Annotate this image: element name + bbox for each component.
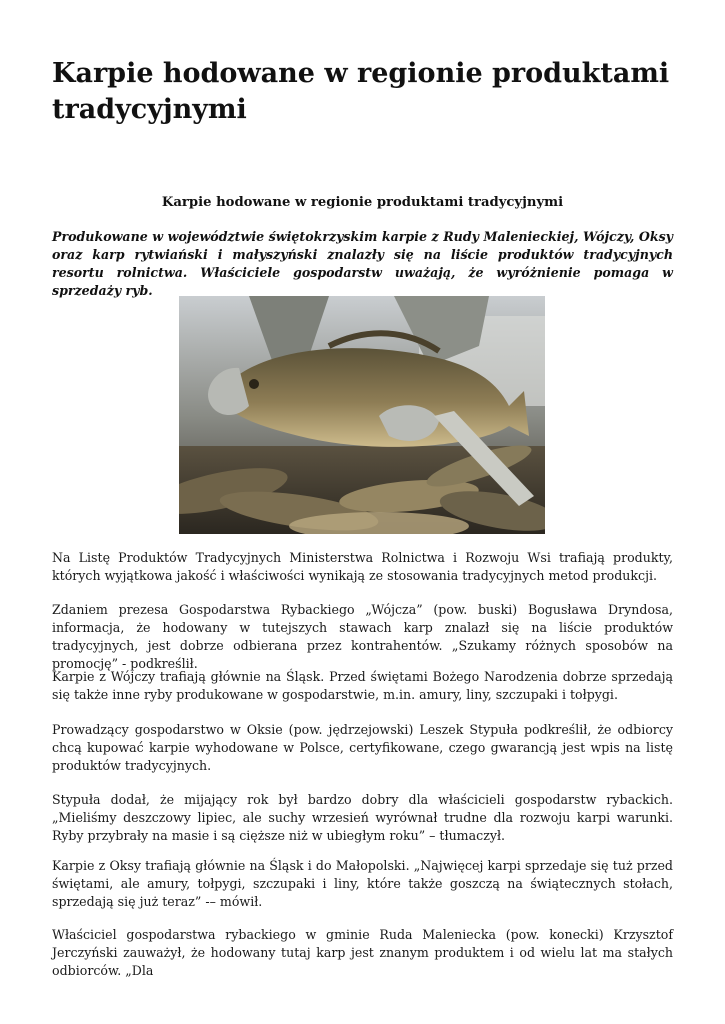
paragraph: Karpie z Wójczy trafiają głównie na Śląsk. Przed świętami Bożego Narodzenia dobrze sprzedają się także inne ryby produkowane w gospodarstwie, m.in. amury, liny, szczupaki i tołpygi.: [52, 669, 673, 702]
carp-illustration: [179, 296, 545, 534]
paragraph: Na Listę Produktów Tradycyjnych Ministerstwa Rolnictwa i Rozwoju Wsi trafiają produkty, których wyjątkowa jakość i właściwości wynikają ze stosowania tradycyjnych metod produkcji.: [52, 550, 673, 583]
paragraph: Prowadzący gospodarstwo w Oksie (pow. jędrzejowski) Leszek Stypuła podkreślił, że odbiorcy chcą kupować karpie wyhodowane w Polsce, certyfikowane, czego gwarancją jest wpis na listę produktów tradycyjnych.: [52, 722, 673, 773]
paragraph: Karpie z Oksy trafiają głównie na Śląsk i do Małopolski. „Najwięcej karpi sprzedaje się tuż przed świętami, ale amury, tołpygi, szczupaki i liny, które także goszczą na świątecznych stołach, sprzedają się już teraz” -– mówił.: [52, 858, 673, 909]
article-lead: Produkowane w województwie świętokrzyskim karpie z Rudy Malenieckiej, Wójczy, Oksy oraz karp rytwiański i małyszyński znalazły się na liście produktów tradycyjnych resortu rolnictwa. Właściciele gospodarstw uważają, że wyróżnienie pomaga w sprzedaży ryb.: [52, 229, 673, 298]
page-title: Karpie hodowane w regionie produktami tradycyjnymi: [52, 58, 670, 125]
paragraph: Zdaniem prezesa Gospodarstwa Rybackiego „Wójcza” (pow. buski) Bogusława Dryndosa, informacja, że hodowany w tutejszych stawach karp znalazł się na liście produktów tradycyjnych, jest dobrze odbierana przez kontrahentów. „Szukamy różnych sposobów na promocję” - podkreślił.: [52, 602, 673, 671]
paragraph: Właściciel gospodarstwa rybackiego w gminie Ruda Maleniecka (pow. konecki) Krzysztof Jerczyński zauważył, że hodowany tutaj karp jest znanym produktem i od wielu lat ma stałych odbiorców. „Dla: [52, 927, 673, 978]
carp-photo: [179, 296, 545, 534]
paragraph: Stypuła dodał, że mijający rok był bardzo dobry dla właścicieli gospodarstw rybackich. „Mieliśmy deszczowy lipiec, ale suchy wrzesień wyrównał trudne dla rozwoju karpi warunki. Ryby przybrały na masie i są cięższe niż w ubiegłym roku” – tłumaczył.: [52, 792, 673, 843]
article-subtitle: Karpie hodowane w regionie produktami tradycyjnymi: [161, 195, 564, 210]
